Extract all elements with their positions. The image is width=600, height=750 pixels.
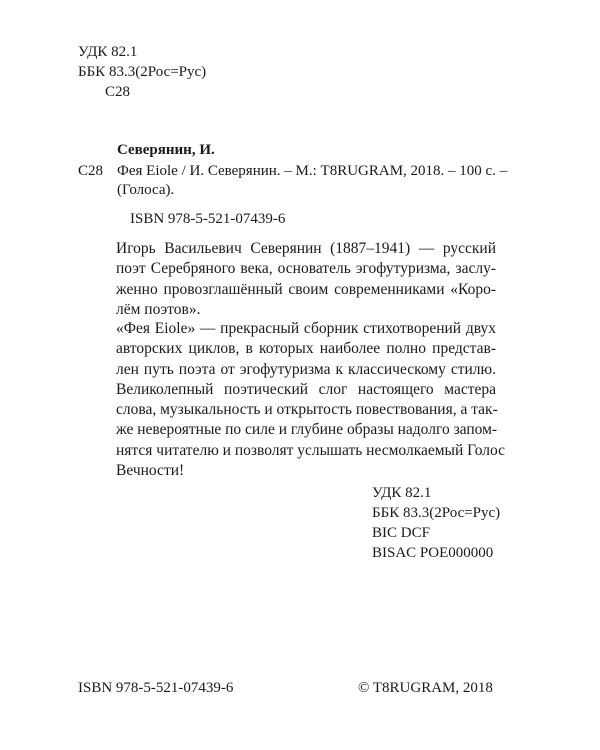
annotation-line: слова, музыкальность и открытость повествования, а так- bbox=[116, 401, 498, 419]
annotation-paragraph-1 bbox=[116, 239, 496, 320]
record-author-code: С28 bbox=[78, 163, 104, 179]
annotation-line: Игорь Васильевич Северянин (1887–1941) — русский bbox=[116, 240, 496, 257]
bbk-code-right: ББК 83.3(2Рос=Рус) bbox=[372, 505, 501, 521]
copyright-notice: © T8RUGRAM, 2018 bbox=[358, 680, 493, 696]
annotation-line: Великолепный поэтический слог настоящего мастера bbox=[116, 380, 496, 398]
footer-isbn: ISBN 978-5-521-07439-6 bbox=[78, 680, 234, 696]
bibliographic-description-line-2: (Голоса). bbox=[117, 182, 175, 198]
annotation-paragraph-2 bbox=[116, 319, 506, 481]
udk-code: УДК 82.1 bbox=[78, 44, 138, 60]
bibliographic-description-line-1: Фея Eiole / И. Северянин. – М.: T8RUGRAM, 2018. – 100 с. – bbox=[117, 163, 508, 179]
bbk-code: ББК 83.3(2Рос=Рус) bbox=[78, 64, 207, 80]
annotation-line: нятся читателю и позволят услышать несмолкаемый Голос bbox=[116, 441, 506, 459]
annotation-line: лен путь поэта от эгофутуризма к классическому стилю. bbox=[116, 360, 496, 378]
author-heading: Северянин, И. bbox=[117, 142, 215, 158]
record-isbn: ISBN 978-5-521-07439-6 bbox=[130, 211, 286, 227]
annotation-line: лём поэтов». bbox=[116, 300, 201, 318]
annotation-line: поэт Серебряного века, основатель эгофутуризма, заслу- bbox=[116, 260, 496, 278]
annotation-line: «Фея Eiole» — прекрасный сборник стихотворений двух bbox=[116, 320, 496, 337]
udk-code-right: УДК 82.1 bbox=[372, 485, 432, 501]
bic-code: BIC DCF bbox=[372, 525, 430, 541]
bisac-code: BISAC POE000000 bbox=[372, 545, 494, 561]
annotation-line: женно провозглашённый своим современниками «Коро- bbox=[116, 280, 496, 298]
author-sign-code: С28 bbox=[105, 84, 131, 100]
annotation-line: же невероятные по силе и глубине образы надолго запом- bbox=[116, 421, 498, 439]
annotation-line: Вечности! bbox=[116, 462, 185, 480]
annotation-line: авторских циклов, в которых наиболее полно представ- bbox=[116, 340, 496, 358]
